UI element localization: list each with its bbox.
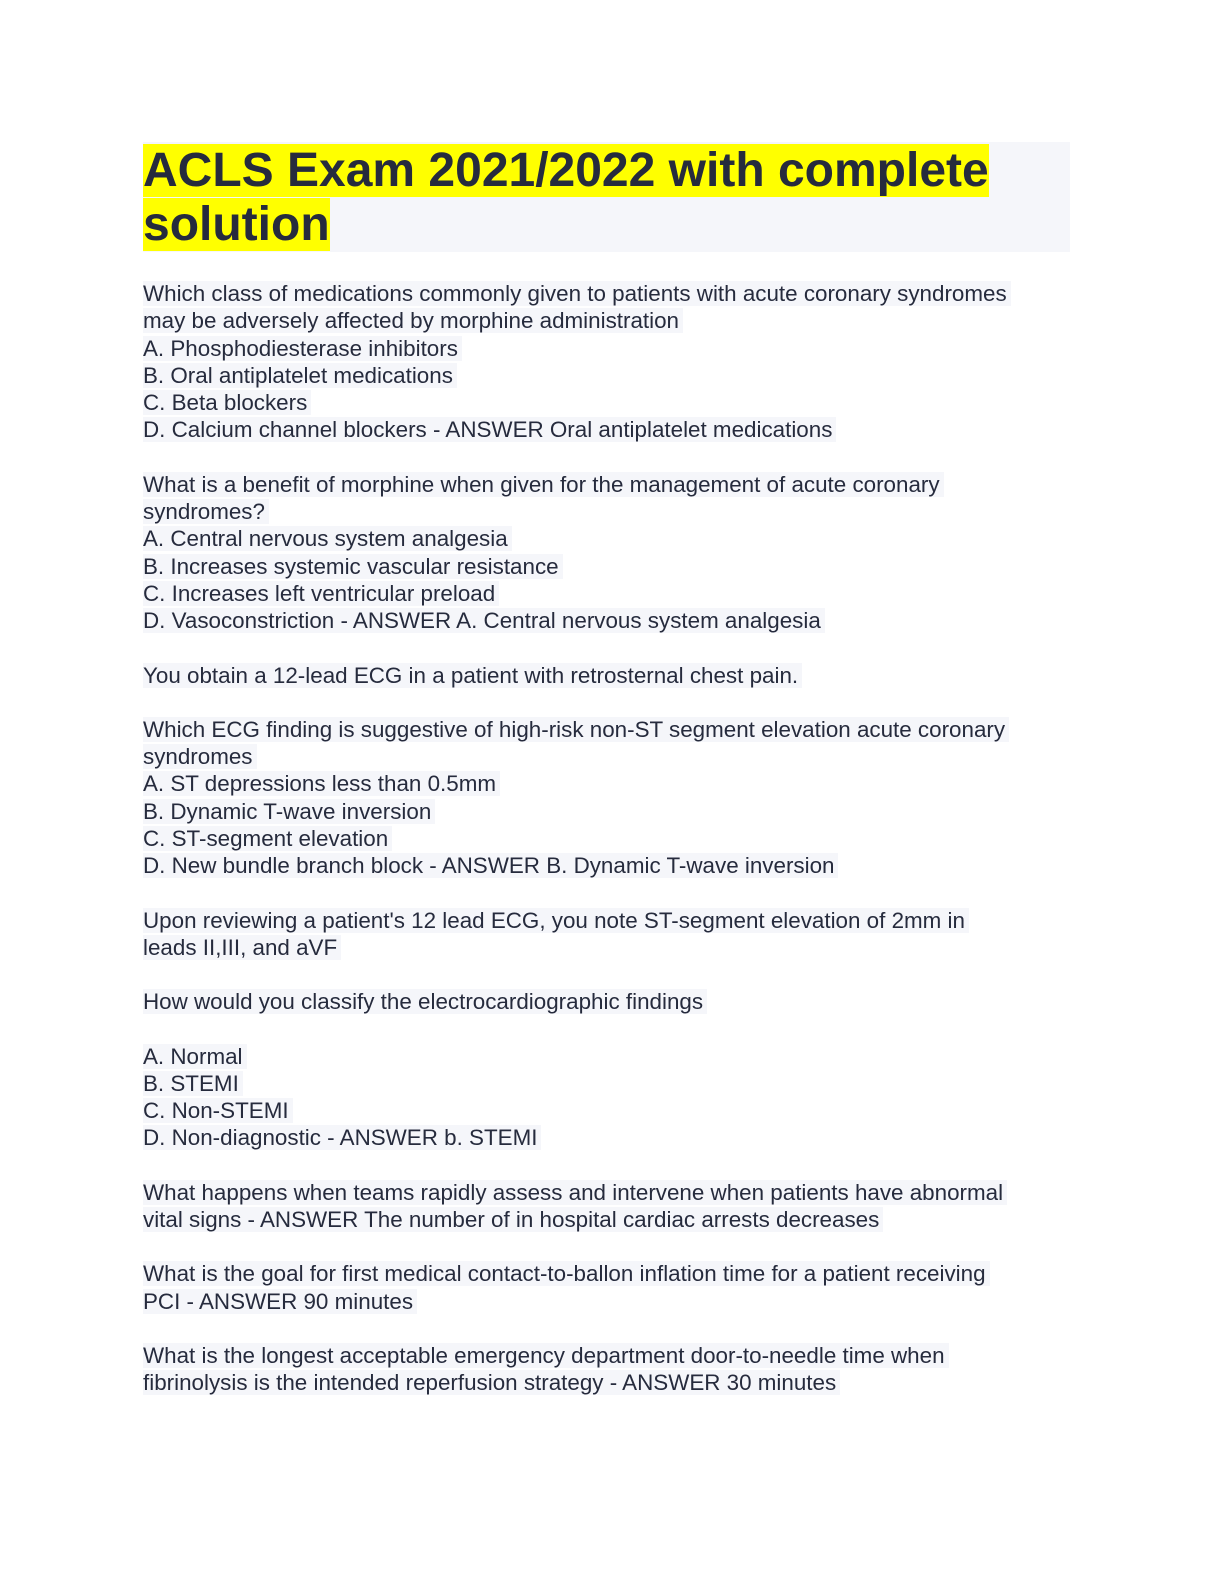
question-block-7 (143, 1043, 1073, 1152)
text-line: Upon reviewing a patient's 12 lead ECG, you note ST-segment elevation of 2mm in (143, 908, 969, 933)
question-block-9 (143, 1260, 1073, 1315)
answer-line: D. Non-diagnostic - ANSWER b. STEMI (143, 1125, 541, 1150)
text-line: What is the longest acceptable emergency department door-to-needle time when (143, 1343, 949, 1368)
text-line: What is the goal for first medical contact-to-ballon inflation time for a patient receiving (143, 1261, 990, 1286)
answer-line: D. Calcium channel blockers - ANSWER Oral antiplatelet medications (143, 417, 836, 442)
text-line: syndromes (143, 744, 257, 769)
question-block-5 (143, 907, 1073, 962)
document-title (143, 144, 1070, 252)
question-block-1 (143, 280, 1073, 444)
option-line: A. Phosphodiesterase inhibitors (143, 336, 462, 361)
text-line: syndromes? (143, 499, 269, 524)
question-block-10 (143, 1342, 1073, 1397)
answer-line: vital signs - ANSWER The number of in hospital cardiac arrests decreases (143, 1207, 883, 1232)
text-line: How would you classify the electrocardiographic findings (143, 989, 707, 1014)
option-line: B. STEMI (143, 1071, 243, 1096)
question-block-2 (143, 471, 1073, 635)
option-line: C. ST-segment elevation (143, 826, 392, 851)
title-line-2: solution (143, 198, 330, 251)
answer-line: D. New bundle branch block - ANSWER B. Dynamic T-wave inversion (143, 853, 838, 878)
answer-line: PCI - ANSWER 90 minutes (143, 1289, 417, 1314)
question-block-6 (143, 988, 1073, 1015)
answer-line: fibrinolysis is the intended reperfusion strategy - ANSWER 30 minutes (143, 1370, 840, 1395)
document-page (143, 142, 1073, 1424)
option-line: C. Increases left ventricular preload (143, 581, 499, 606)
option-line: B. Dynamic T-wave inversion (143, 799, 435, 824)
text-line: Which ECG finding is suggestive of high-risk non-ST segment elevation acute coronary (143, 717, 1009, 742)
option-line: A. ST depressions less than 0.5mm (143, 771, 500, 796)
title-line-1: ACLS Exam 2021/2022 with complete (143, 144, 989, 197)
option-line: C. Beta blockers (143, 390, 311, 415)
text-line: You obtain a 12-lead ECG in a patient with retrosternal chest pain. (143, 663, 802, 688)
text-line: may be adversely affected by morphine administration (143, 308, 683, 333)
text-line: leads II,III, and aVF (143, 935, 341, 960)
text-line: What happens when teams rapidly assess and intervene when patients have abnormal (143, 1180, 1007, 1205)
title-block (143, 142, 1070, 252)
text-line: What is a benefit of morphine when given for the management of acute coronary (143, 472, 944, 497)
question-block-4 (143, 716, 1073, 880)
question-block-3 (143, 662, 1073, 689)
option-line: B. Oral antiplatelet medications (143, 363, 457, 388)
answer-line: D. Vasoconstriction - ANSWER A. Central nervous system analgesia (143, 608, 825, 633)
option-line: A. Central nervous system analgesia (143, 526, 512, 551)
option-line: B. Increases systemic vascular resistance (143, 554, 563, 579)
text-line: Which class of medications commonly given to patients with acute coronary syndromes (143, 281, 1011, 306)
question-block-8 (143, 1179, 1073, 1234)
option-line: A. Normal (143, 1044, 247, 1069)
option-line: C. Non-STEMI (143, 1098, 293, 1123)
